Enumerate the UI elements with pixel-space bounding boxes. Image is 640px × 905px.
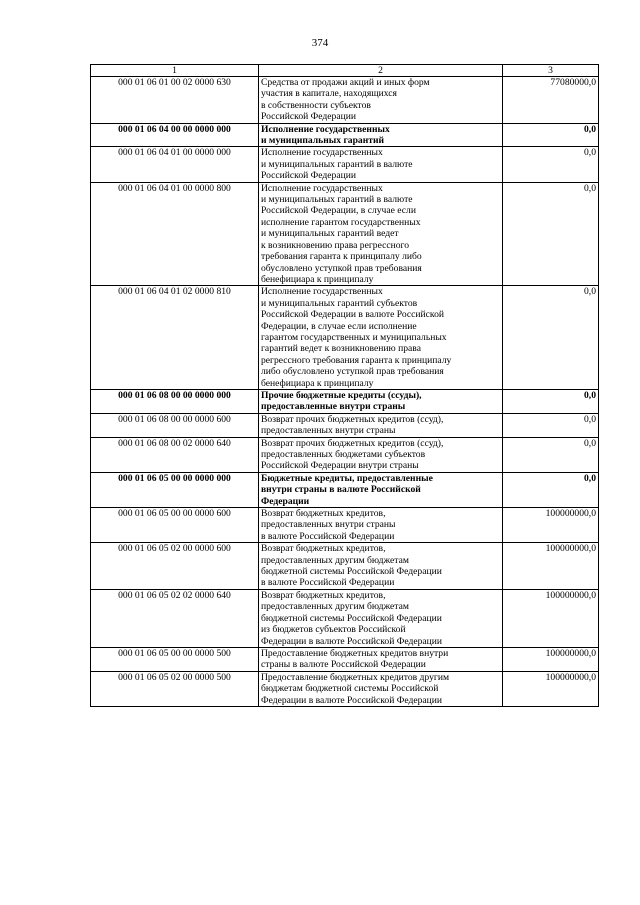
item-name-line: регрессного требования гаранта к принципалу [261,354,452,366]
amount-cell: 0,0 [503,182,599,286]
item-name-line: обусловлено уступкой прав требования [261,262,422,274]
item-name-line: Возврат бюджетных кредитов, [261,508,386,520]
item-name-cell [259,589,503,647]
table-row [91,123,599,147]
item-name-cell [259,147,503,182]
item-name-line: Прочие бюджетные кредиты (ссуды), [261,389,422,401]
item-name-cell [259,123,503,147]
item-name-line: предоставленных бюджетами субъектов [261,449,426,460]
item-name-cell [259,182,503,286]
item-name-line: Федерации в валюте Российской Федерации [261,694,443,706]
item-name-line: Российской Федерации внутри страны [261,460,419,472]
item-name-line: Возврат прочих бюджетных кредитов (ссуд), [261,413,444,425]
item-name-line: исполнение гарантом государственных [261,216,421,228]
item-name-line: участия в капитале, находящихся [261,88,397,100]
item-name-line: Средства от продажи акций и иных форм [261,77,430,88]
table-row [91,671,599,706]
budget-code-cell: 000 01 06 04 01 02 0000 810 [91,286,259,390]
budget-code-cell: 000 01 06 05 02 02 0000 640 [91,589,259,647]
amount-cell: 0,0 [503,413,599,437]
table-row [91,286,599,390]
table-row [91,543,599,590]
item-name-line: требования гаранта к принципалу либо [261,251,422,263]
item-name-line: бенефициара к принципалу [261,273,374,285]
item-name-line: гарантом государственных и муниципальных [261,331,447,343]
column-header-name: 2 [259,65,503,77]
page-number: 374 [311,37,329,49]
item-name-line: в валюте Российской Федерации [261,577,395,589]
item-name-line: Предоставление бюджетных кредитов внутри [261,647,449,659]
item-name-line: Возврат бюджетных кредитов, [261,589,386,601]
table-row [91,389,599,413]
item-name-line: гарантий ведет к возникновению права [261,343,421,355]
item-name-line: Бюджетные кредиты, предоставленные [261,472,433,484]
table-row [91,647,599,671]
budget-code-cell: 000 01 06 08 00 00 0000 600 [91,413,259,437]
table-row [91,147,599,182]
item-name-line: предоставленных внутри страны [261,425,396,437]
item-name-cell [259,437,503,472]
item-name-line: Российской Федерации, в случае если [261,205,416,217]
item-name-line: внутри страны в валюте Российской [261,484,421,496]
item-name-cell [259,647,503,671]
budget-code-cell: 000 01 06 04 00 00 0000 000 [91,123,259,147]
item-name-line: Исполнение государственных [261,123,390,135]
table-row [91,589,599,647]
amount-cell: 100000000,0 [503,508,599,543]
item-name-line: и муниципальных гарантий в валюте [261,158,413,170]
item-name-line: Возврат прочих бюджетных кредитов (ссуд), [261,437,444,449]
amount-cell: 100000000,0 [503,671,599,706]
budget-sources-table [90,64,599,707]
item-name-line: либо обусловлено уступкой прав требования [261,366,444,378]
budget-code-cell: 000 01 06 04 01 00 0000 800 [91,182,259,286]
item-name-line: Российской Федерации [261,170,356,182]
item-name-cell [259,286,503,390]
item-name-cell [259,671,503,706]
item-name-line: Исполнение государственных [261,286,383,298]
table-row [91,508,599,543]
item-name-line: Российской Федерации [261,111,356,123]
item-name-line: Федерации в валюте Российской Федерации [261,635,443,647]
column-header-amount: 3 [503,65,599,77]
item-name-cell [259,543,503,590]
budget-code-cell: 000 01 06 01 00 02 0000 630 [91,77,259,124]
item-name-line: предоставленных внутри страны [261,519,396,531]
item-name-line: бюджетной системы Российской Федерации [261,612,442,624]
amount-cell: 0,0 [503,437,599,472]
budget-code-cell: 000 01 06 05 00 00 0000 600 [91,508,259,543]
item-name-line: и муниципальных гарантий субъектов [261,297,418,309]
item-name-line: предоставленные внутри страны [261,401,406,413]
budget-code-cell: 000 01 06 05 00 00 0000 000 [91,472,259,507]
table-body [91,77,599,707]
amount-cell: 0,0 [503,389,599,413]
item-name-line: бенефициара к принципалу [261,377,374,389]
table-row [91,77,599,124]
table-header-row [91,65,599,77]
budget-code-cell: 000 01 06 08 00 02 0000 640 [91,437,259,472]
amount-cell: 100000000,0 [503,543,599,590]
item-name-line: Исполнение государственных [261,182,383,194]
amount-cell: 0,0 [503,286,599,390]
amount-cell: 100000000,0 [503,589,599,647]
item-name-line: страны в валюте Российской Федерации [261,659,426,671]
item-name-line: предоставленных другим бюджетам [261,554,409,566]
item-name-line: Исполнение государственных [261,147,383,159]
item-name-line: Возврат бюджетных кредитов, [261,543,386,555]
item-name-line: Федерации, в случае если исполнение [261,320,417,332]
budget-code-cell: 000 01 06 05 02 00 0000 500 [91,671,259,706]
item-name-line: бюджетам бюджетной системы Российской [261,683,439,695]
amount-cell: 100000000,0 [503,647,599,671]
budget-code-cell: 000 01 06 05 02 00 0000 600 [91,543,259,590]
item-name-line: Российской Федерации в валюте Российской [261,309,445,321]
budget-code-cell: 000 01 06 04 01 00 0000 000 [91,147,259,182]
item-name-line: к возникновению права регрессного [261,239,410,251]
item-name-cell [259,77,503,124]
column-header-code: 1 [91,65,259,77]
item-name-line: Федерации [261,495,310,507]
amount-cell: 0,0 [503,472,599,507]
item-name-line: и муниципальных гарантий в валюте [261,194,413,206]
item-name-cell [259,389,503,413]
table-row [91,437,599,472]
budget-code-cell: 000 01 06 05 00 00 0000 500 [91,647,259,671]
table-row [91,472,599,507]
item-name-cell [259,508,503,543]
item-name-line: в собственности субъектов [261,99,371,111]
item-name-line: и муниципальных гарантий [261,135,385,147]
item-name-cell [259,413,503,437]
table-row [91,413,599,437]
item-name-line: и муниципальных гарантий ведет [261,228,399,240]
item-name-line: предоставленных другим бюджетам [261,601,409,613]
table-row [91,182,599,286]
amount-cell: 0,0 [503,123,599,147]
item-name-line: бюджетной системы Российской Федерации [261,566,442,578]
amount-cell: 77080000,0 [503,77,599,124]
item-name-line: в валюте Российской Федерации [261,530,395,542]
item-name-line: Предоставление бюджетных кредитов другим [261,671,450,683]
item-name-line: из бюджетов субъектов Российской [261,624,406,636]
amount-cell: 0,0 [503,147,599,182]
item-name-cell [259,472,503,507]
budget-code-cell: 000 01 06 08 00 00 0000 000 [91,389,259,413]
